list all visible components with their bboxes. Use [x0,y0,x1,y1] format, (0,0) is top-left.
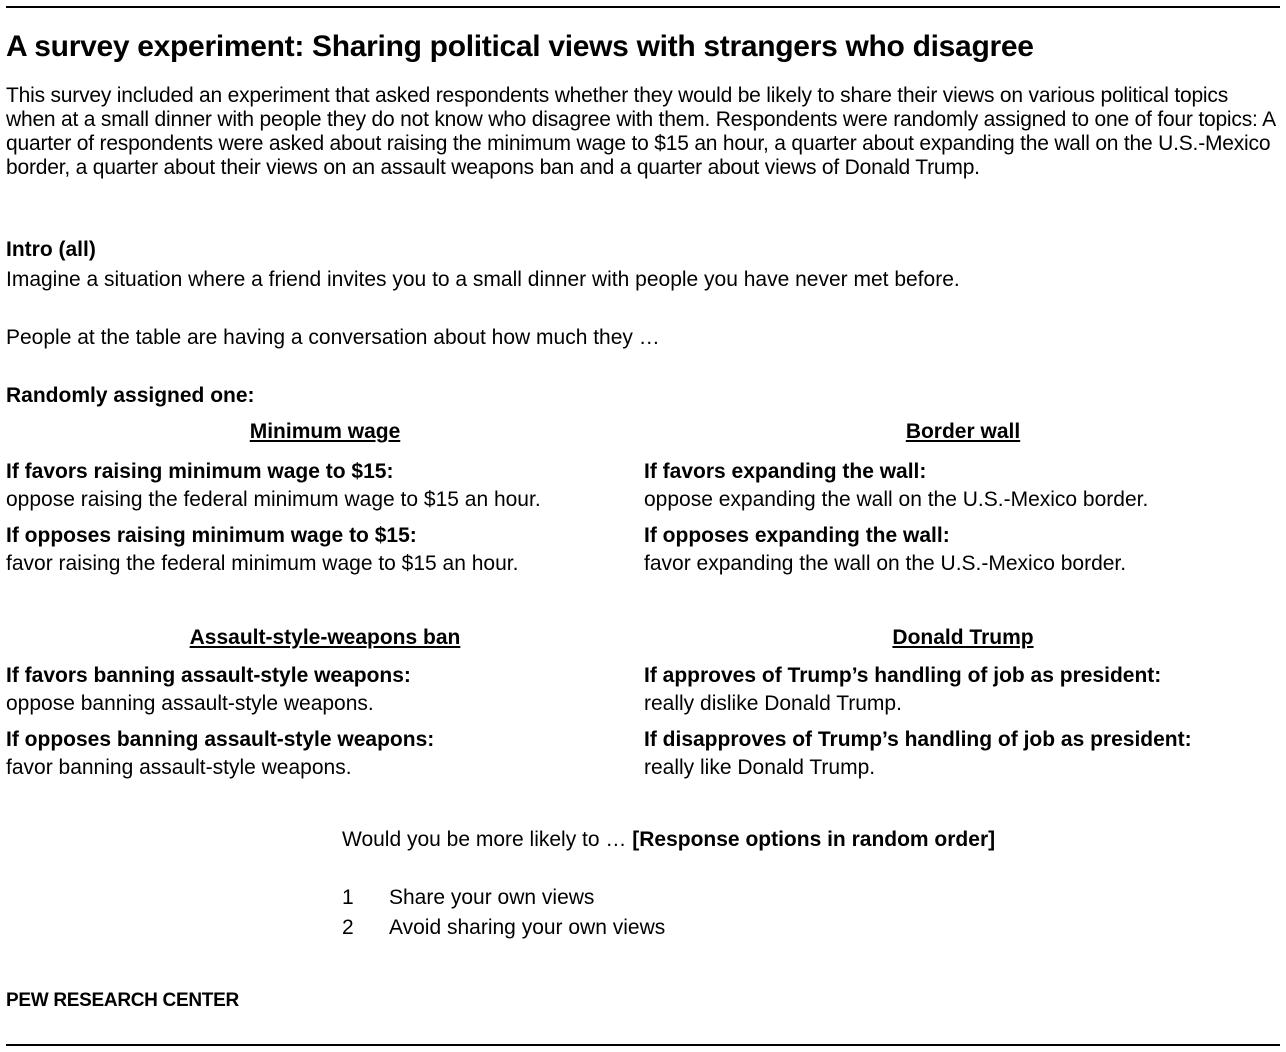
condition-label: If favors raising minimum wage to $15: [6,460,394,483]
condition-border-wall-favors [644,458,1148,514]
intro-text: Imagine a situation where a friend invites you to a small dinner with people you have never met before. [6,268,960,291]
random-assignment-heading: Randomly assigned one: [6,384,255,407]
page-title: A survey experiment: Sharing political views with strangers who disagree [6,30,1034,63]
condition-assault-weapons-opposes [6,726,434,782]
condition-text: oppose banning assault-style weapons. [6,692,374,715]
topic-heading-border-wall: Border wall [905,420,1021,443]
question-text: Would you be more likely to … [342,828,633,851]
condition-text: favor banning assault-style weapons. [6,756,352,779]
condition-trump-approves [644,662,1161,718]
intro-paragraph: This survey included an experiment that asked respondents whether they would be likely to share their views on various political topics when at a small dinner with people they do not know who disagree with them. Respondents were randomly assigned to one of four topics: A quarter of respondents were asked about raising the minimum wage to $15 an hour, a quarter about expanding the wall on the U.S.-Mexico border, a quarter about their views on an assault weapons ban and a quarter about views of Donald Trump. [6,84,1275,179]
condition-text: oppose raising the federal minimum wage to $15 an hour. [6,488,541,511]
question-note: [Response options in random order] [632,828,996,851]
condition-label: If favors banning assault-style weapons: [6,664,411,687]
condition-label: If opposes expanding the wall: [644,524,950,547]
response-option [342,916,665,940]
condition-text: oppose expanding the wall on the U.S.-Mexico border. [644,488,1149,511]
response-option-number: 2 [342,916,354,939]
condition-assault-weapons-favors [6,662,411,718]
condition-text: favor raising the federal minimum wage to $15 an hour. [6,552,519,575]
topic-heading-donald-trump: Donald Trump [892,626,1034,649]
condition-text: really dislike Donald Trump. [644,692,902,715]
condition-trump-disapproves [644,726,1192,782]
condition-label: If opposes banning assault-style weapons: [6,728,435,751]
topic-heading-assault-weapons-ban: Assault-style-weapons ban [189,626,461,649]
condition-label: If approves of Trump’s handling of job as president: [644,664,1162,687]
intro-heading: Intro (all) [6,238,96,261]
response-option [342,886,594,910]
response-option-label: Avoid sharing your own views [389,916,666,939]
condition-label: If opposes raising minimum wage to $15: [6,524,417,547]
condition-label: If disapproves of Trump’s handling of job as president: [644,728,1192,751]
condition-label: If favors expanding the wall: [644,460,927,483]
condition-minimum-wage-favors [6,458,541,514]
top-rule [6,6,1280,8]
bottom-rule [6,1044,1280,1046]
source-credit: PEW RESEARCH CENTER [6,990,239,1011]
condition-text: favor expanding the wall on the U.S.-Mexico border. [644,552,1127,575]
response-option-number: 1 [342,886,354,909]
table-conversation-text: People at the table are having a conversation about how much they … [6,326,660,349]
question [342,828,995,852]
condition-border-wall-opposes [644,522,1126,578]
condition-text: really like Donald Trump. [644,756,876,779]
condition-minimum-wage-opposes [6,522,518,578]
response-option-label: Share your own views [389,886,595,909]
topic-heading-minimum-wage: Minimum wage [249,420,401,443]
